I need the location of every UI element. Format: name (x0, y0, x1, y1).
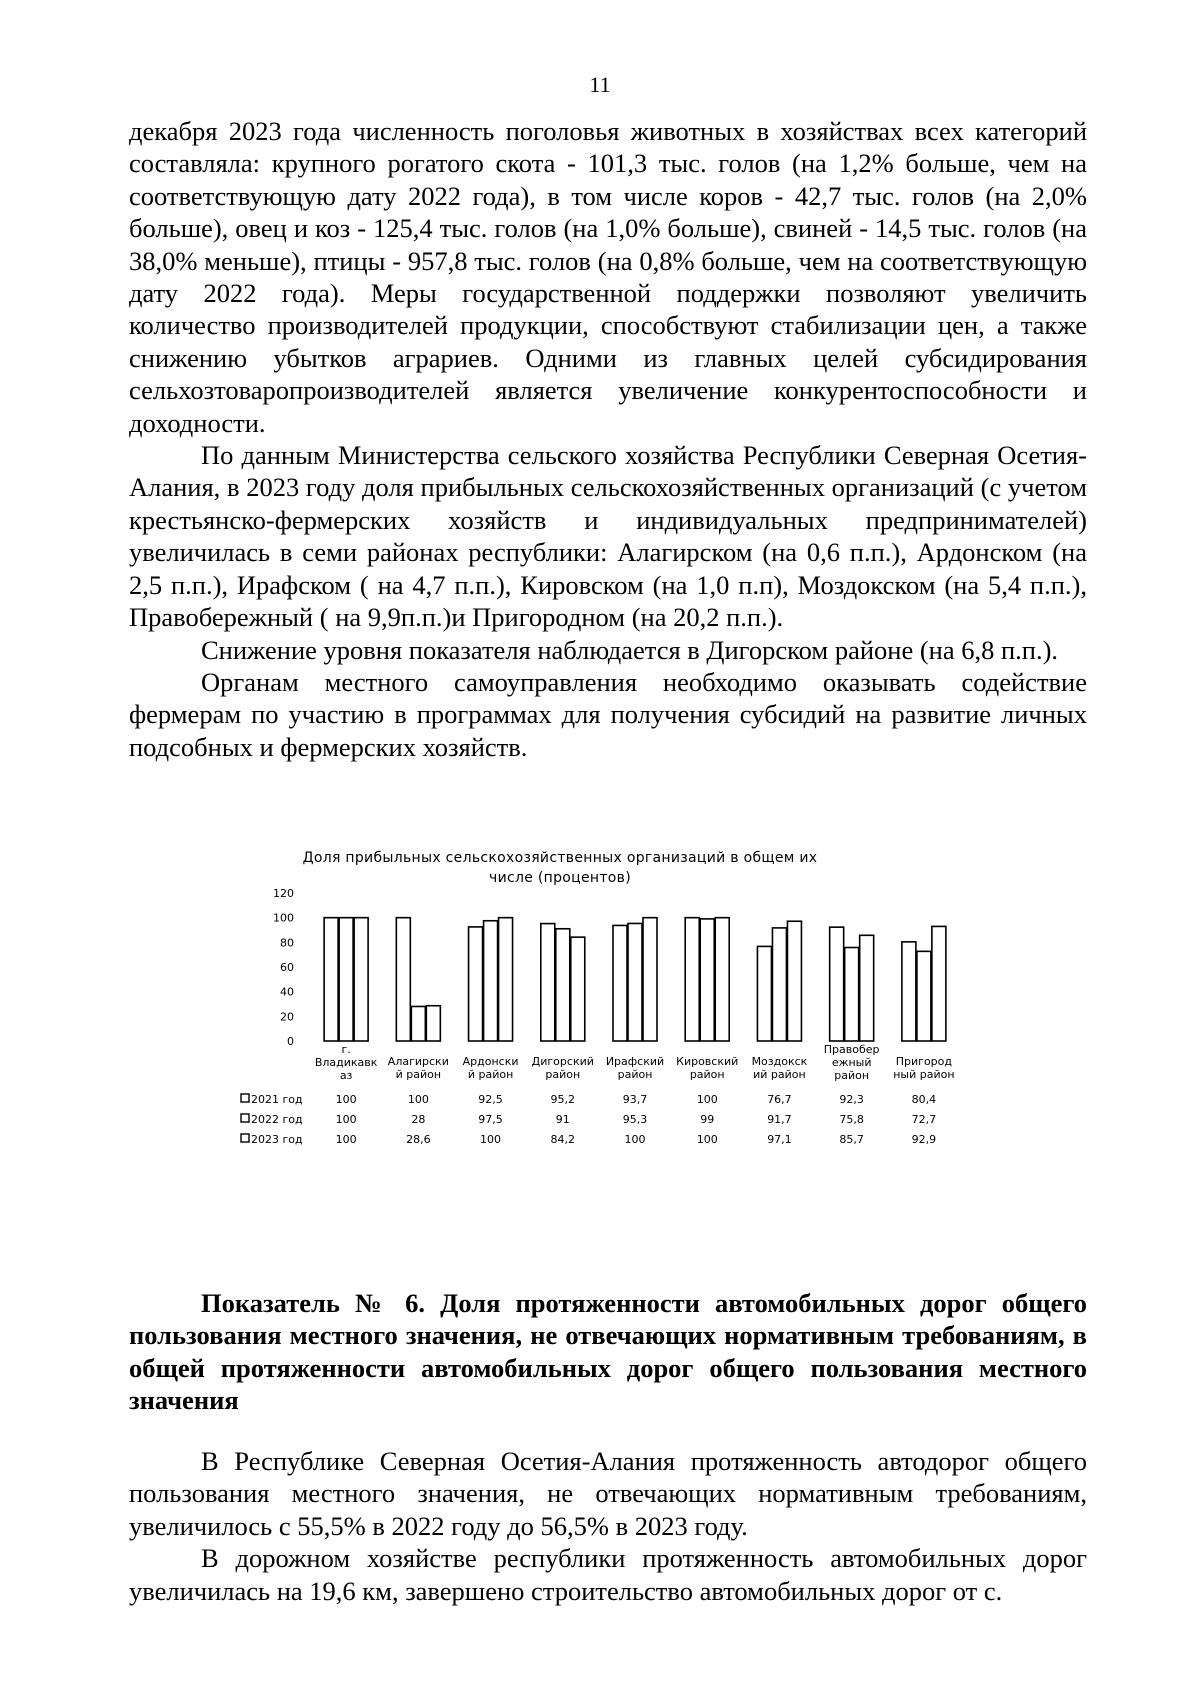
data-label: 80,4 (911, 1093, 937, 1106)
category-label: й район (467, 1068, 514, 1081)
bar (411, 1006, 425, 1041)
legend-swatch (241, 1094, 249, 1102)
category-label: Кировский (676, 1055, 739, 1068)
chart-title: числе (процентов) (489, 870, 631, 886)
data-label: 95,2 (550, 1093, 576, 1106)
y-tick-label: 80 (280, 936, 294, 950)
legend-label: 2021 год (251, 1093, 303, 1106)
bar (772, 928, 786, 1041)
paragraph: Органам местного самоуправления необходимо оказывать содействие фермерам по участию в программах для получения субсидий на развитие личных подсобных и фермерских хозяйств. (129, 666, 1087, 762)
page-number: 11 (589, 72, 611, 97)
data-label: 97,1 (767, 1133, 792, 1146)
bar (932, 926, 946, 1041)
category-label: Ардонски (462, 1055, 519, 1068)
data-label: 100 (624, 1133, 646, 1146)
data-label: 100 (480, 1133, 502, 1146)
category-label: Владикавк (314, 1056, 378, 1069)
bar (396, 918, 410, 1041)
data-label: 99 (700, 1113, 715, 1126)
category-label: Алагирски (387, 1055, 449, 1068)
data-label: 100 (335, 1093, 357, 1106)
legend-label: 2022 год (251, 1113, 303, 1126)
category-label: г. (341, 1043, 351, 1056)
data-label: 85,7 (839, 1133, 864, 1146)
bar (917, 951, 931, 1041)
data-label: 28,6 (406, 1133, 431, 1146)
y-tick-label: 20 (280, 1010, 294, 1024)
data-label: 100 (335, 1133, 357, 1146)
category-label: Пригород (895, 1055, 953, 1068)
chart-title: Доля прибыльных сельскохозяйственных организаций в общем их (302, 850, 818, 866)
paragraph: В Республике Северная Осетия-Алания протяженность автодорог общего пользования местного значения, не отвечающих нормативным требованиям, увеличилось с 55,5% в 2022 году до 56,5% в 2023 году. (129, 1446, 1087, 1541)
data-label: 92,3 (839, 1093, 864, 1106)
paragraph: По данным Министерства сельского хозяйства Республики Северная Осетия-Алания, в 2023 году доля прибыльных сельскохозяйственных организаций (с учетом крестьянско-фермерских хозяйств и индивидуальных предпринимателей) увеличилась в семи районах республики: Алагирском (на 0,6 п.п.), Ардонском (на 2,5 п.п.), Ирафском ( на 4,7 п.п.), Кировском (на 1,0 п.п), Моздокском (на 5,4 п.п.), Правобережный ( на 9,9п.п.)и Пригородном (на 20,2 п.п.). (129, 440, 1087, 633)
data-label: 100 (696, 1093, 718, 1106)
bar (845, 948, 859, 1041)
y-tick-label: 0 (287, 1035, 294, 1048)
category-label: ий район (753, 1068, 806, 1081)
bar (484, 921, 498, 1041)
bar (685, 918, 699, 1041)
data-label: 76,7 (767, 1093, 792, 1106)
bar (499, 918, 513, 1041)
data-label: 91 (555, 1113, 570, 1126)
chart-svg (251, 848, 980, 1248)
category-label: Ирафский (605, 1055, 665, 1068)
y-tick-label: 100 (273, 911, 294, 925)
bar (571, 937, 585, 1041)
category-label: район (617, 1068, 653, 1081)
body-text-top (129, 115, 1087, 763)
legend-label: 2023 год (251, 1133, 303, 1146)
bar (902, 942, 916, 1041)
data-label: 100 (407, 1093, 429, 1106)
bar (830, 927, 844, 1041)
body-text-bottom (129, 1445, 1087, 1607)
category-label: Правобер (823, 1043, 880, 1056)
paragraph: декабря 2023 года численность поголовья животных в хозяйствах всех категорий составляла: крупного рогатого скота - 101,3 тыс. голов (на 1,2% больше, чем на соответствующую дату 2022 года), в том числе коров - 42,7 тыс. голов (на 2,0% больше), овец и коз - 125,4 тыс. голов (на 1,0% больше), свиней - 14,5 тыс. голов (на 38,0% меньше), птицы - 957,8 тыс. голов (на 0,8% больше, чем на соответствующую дату 2022 года). Меры государственной поддержки позволяют увеличить количество производителей продукции, способствуют стабилизации цен, а также снижению убытков аграриев. Одними из главных целей субсидирования сельхозтоваропроизводителей является увеличение конкурентоспособности и доходности. (129, 116, 1087, 438)
category-label: Дигорский (531, 1055, 594, 1068)
y-tick-label: 120 (273, 887, 294, 900)
data-label: 28 (411, 1113, 426, 1126)
data-label: 95,3 (622, 1113, 648, 1126)
bar (556, 929, 570, 1041)
bar (787, 921, 801, 1041)
bar (643, 918, 657, 1041)
y-tick-label: 40 (280, 985, 294, 999)
bar (354, 918, 368, 1041)
data-label: 100 (335, 1113, 357, 1126)
data-label: 93,7 (622, 1093, 648, 1106)
category-label: й район (395, 1068, 442, 1081)
category-label: район (834, 1069, 870, 1082)
legend-swatch (241, 1114, 249, 1122)
bar (324, 918, 338, 1041)
data-label: 75,8 (839, 1113, 864, 1126)
data-label: 84,2 (550, 1133, 576, 1146)
category-label: ежный (831, 1056, 872, 1069)
paragraph: Снижение уровня показателя наблюдается в Дигорском районе (на 6,8 п.п.). (201, 634, 1059, 665)
bar (541, 924, 555, 1041)
paragraph: В дорожном хозяйстве республики протяженность автомобильных дорог увеличилась на 19,6 км, завершено строительство автомобильных дорог от с. (129, 1543, 1087, 1606)
data-label: 97,5 (478, 1113, 503, 1126)
bar (715, 918, 729, 1041)
bar (613, 925, 627, 1041)
bar (757, 946, 771, 1041)
bar (628, 923, 642, 1041)
data-label: 92,5 (478, 1093, 503, 1106)
data-label: 91,7 (767, 1113, 792, 1126)
category-label: район (545, 1068, 581, 1081)
y-tick-label: 60 (280, 961, 294, 974)
data-label: 72,7 (911, 1113, 937, 1126)
data-label: 100 (696, 1133, 718, 1146)
legend-swatch (241, 1134, 249, 1142)
bar (426, 1006, 440, 1041)
category-label: аз (339, 1069, 353, 1082)
bar (339, 918, 353, 1041)
category-label: ный район (893, 1068, 955, 1081)
bar (860, 935, 874, 1041)
category-label: район (689, 1068, 725, 1081)
profitable-orgs-chart (251, 848, 980, 1248)
bar (700, 919, 714, 1041)
section-heading: Показатель № 6. Доля протяженности автомобильных дорог общего пользования местного значения, не отвечающих нормативным требованиям, в общей протяженности автомобильных дорог общего пользования местного значения (129, 1288, 1087, 1416)
bar (469, 927, 483, 1041)
category-label: Моздокск (751, 1055, 808, 1068)
data-label: 92,9 (911, 1133, 937, 1146)
